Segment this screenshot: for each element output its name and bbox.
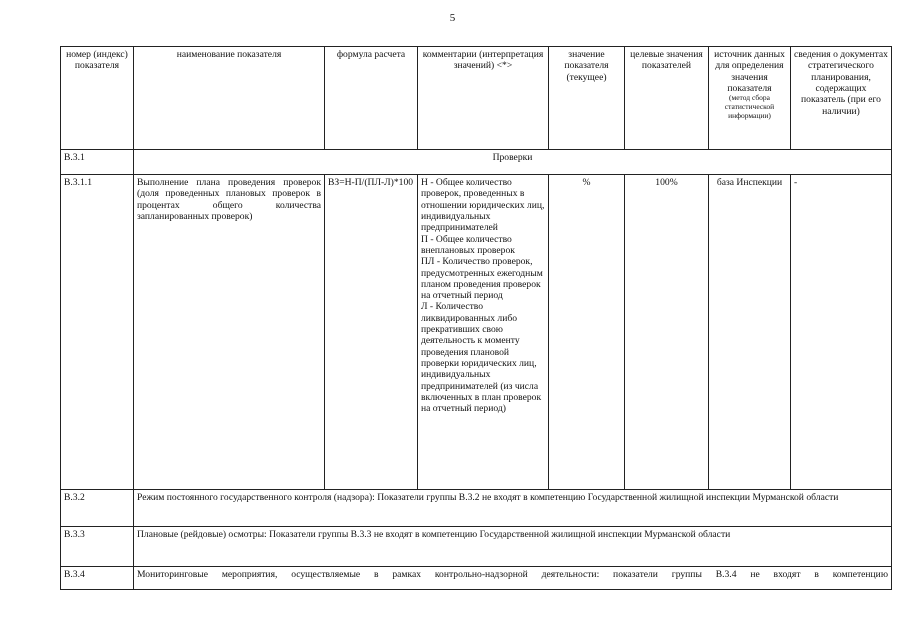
row-index: В.3.3 (61, 527, 134, 567)
current-value: % (549, 175, 625, 490)
indicator-name: Выполнение плана проведения проверок (доля проведенных плановых проверок в процентах общего количества запланированных проверок) (134, 175, 325, 490)
row-index: В.3.4 (61, 567, 134, 590)
section-row-b31 (61, 150, 892, 175)
table-row-b33 (61, 527, 892, 567)
table-header-row (61, 47, 892, 150)
table-row-b32 (61, 490, 892, 527)
header-comments: комментарии (интерпретация значений) <*> (418, 47, 549, 150)
header-target-value: целевые значения показателей (625, 47, 709, 150)
header-source-main: источник данных для определения значения показателя (714, 49, 785, 94)
header-index: номер (индекс) показателя (61, 47, 134, 150)
header-source-note: (метод сбора статистической информации) (724, 93, 775, 120)
indicator-comment: Н - Общее количество проверок, проведенных в отношении юридических лиц, индивидуальных предпринимателей П - Общее количество внеплановых проверок ПЛ - Количество проверок, предусмотренных ежегодным планом проведения проверок на отчетный период Л - Количество ликвидированных либо прекративших свою деятельность к моменту проведения плановой проверки юридических лиц, индивидуальных предпринимателей (из числа включенных в план проверок на отчетный период) (418, 175, 549, 490)
calculation-formula: ВЗ=Н-П/(ПЛ-Л)*100 (325, 175, 418, 490)
page-number: 5 (449, 12, 456, 24)
section-index: В.3.1 (61, 150, 134, 175)
row-text: Мониторинговые мероприятия, осуществляемые в рамках контрольно-надзорной деятельности: показатели группы В.3.4 не входят в компетенцию (134, 567, 892, 590)
row-text: Режим постоянного государственного контроля (надзора): Показатели группы В.3.2 не входят в компетенцию Государственной жилищной инспекции Мурманской области (134, 490, 892, 527)
section-title: Проверки (134, 150, 892, 175)
header-current-value: значение показателя (текущее) (549, 47, 625, 150)
target-value: 100% (625, 175, 709, 490)
row-index: В.3.2 (61, 490, 134, 527)
header-name: наименование показателя (134, 47, 325, 150)
header-source (709, 47, 791, 150)
planning-documents: - (791, 175, 892, 490)
row-text: Плановые (рейдовые) осмотры: Показатели группы В.3.3 не входят в компетенцию Государственной жилищной инспекции Мурманской области (134, 527, 892, 567)
header-formula: формула расчета (325, 47, 418, 150)
data-source: база Инспекции (709, 175, 791, 490)
row-index: В.3.1.1 (61, 175, 134, 490)
table-row-b311 (61, 175, 892, 490)
header-documents: сведения о документах стратегического планирования, содержащих показатель (при его наличии) (791, 47, 892, 150)
indicators-table (60, 46, 892, 590)
table-row-b34 (61, 567, 892, 590)
